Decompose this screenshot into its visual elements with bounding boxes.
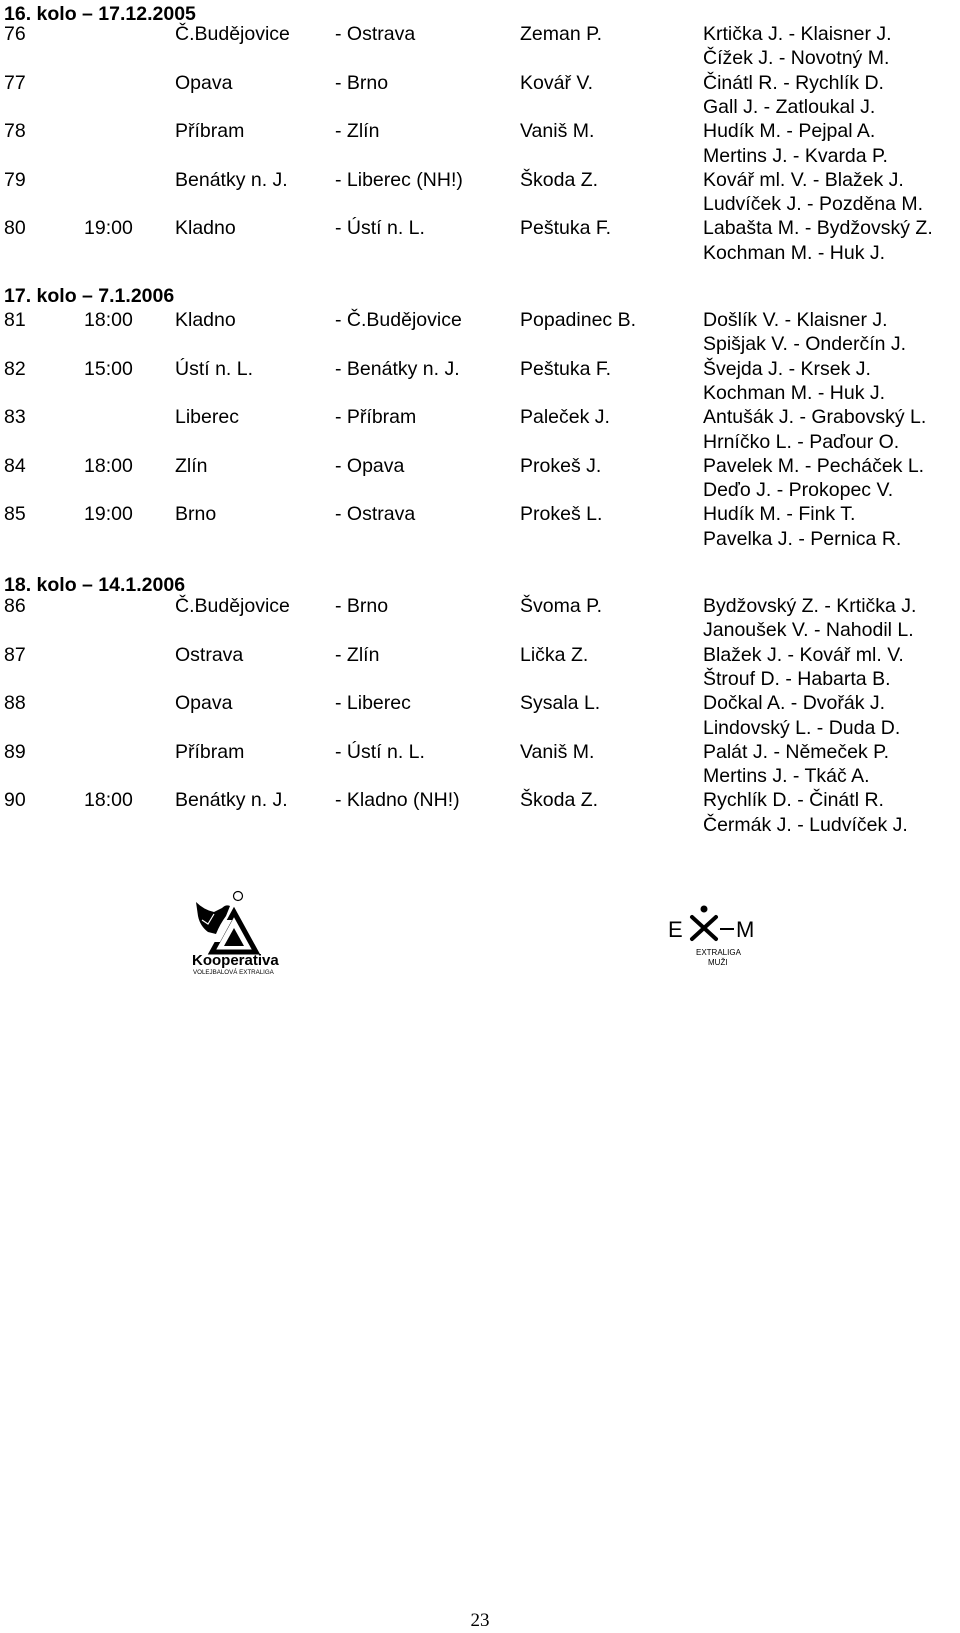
match-time: 18:00 <box>84 789 133 812</box>
referees: Lindovský L. - Duda D. <box>703 716 901 739</box>
match-number: 82 <box>4 357 26 380</box>
home-team: Opava <box>175 692 233 715</box>
schedule-row <box>0 144 960 168</box>
home-team: Benátky n. J. <box>175 168 288 191</box>
away-team: - Č.Budějovice <box>335 309 462 331</box>
delegate: Vaniš M. <box>520 740 595 763</box>
referees: Janoušek V. - Nahodil L. <box>703 619 914 642</box>
referees: Gall J. - Zatloukal J. <box>703 95 876 118</box>
match-number: 88 <box>4 692 26 715</box>
referees: Palát J. - Němeček P. <box>703 740 890 763</box>
away-team: - Zlín <box>335 120 380 143</box>
schedule-row <box>0 430 960 454</box>
match-time: 18:00 <box>84 454 133 477</box>
referees: Spišjak V. - Onderčín J. <box>703 333 907 356</box>
schedule-row <box>0 357 960 381</box>
kooperativa-wordmark: Kooperativa <box>192 952 279 969</box>
referees: Kochman M. - Huk J. <box>703 241 886 264</box>
match-time: 15:00 <box>84 357 133 380</box>
delegate: Prokeš J. <box>520 454 602 477</box>
away-team: - Benátky n. J. <box>335 357 460 380</box>
match-number: 86 <box>4 595 26 617</box>
delegate: Peštuka F. <box>520 217 612 240</box>
match-number: 83 <box>4 406 26 429</box>
referees: Dočkal A. - Dvořák J. <box>703 692 886 715</box>
referees: Hudík M. - Pejpal A. <box>703 120 876 143</box>
away-team: - Liberec <box>335 692 411 715</box>
match-number: 78 <box>4 120 26 143</box>
figure-x-icon <box>692 917 716 939</box>
schedule-row <box>0 716 960 740</box>
away-team: - Ústí n. L. <box>335 217 425 240</box>
exm-letter-e: E <box>668 917 683 942</box>
referees: Ludvíček J. - Pozděna M. <box>703 193 924 216</box>
delegate: Peštuka F. <box>520 357 612 380</box>
delegate: Škoda Z. <box>520 789 599 812</box>
referees: Švejda J. - Krsek J. <box>703 357 871 380</box>
referees: Hrníčko L. - Paďour O. <box>703 430 900 453</box>
match-number: 77 <box>4 71 26 94</box>
home-team: Benátky n. J. <box>175 789 288 812</box>
schedule-row <box>0 241 960 265</box>
delegate: Popadinec B. <box>520 309 637 331</box>
schedule-row <box>0 643 960 667</box>
match-number: 89 <box>4 740 26 763</box>
delegate: Lička Z. <box>520 643 589 666</box>
match-number: 76 <box>4 23 26 45</box>
home-team: Brno <box>175 503 217 526</box>
exm-logo <box>668 895 778 975</box>
schedule-row <box>0 381 960 405</box>
schedule-row <box>0 740 960 764</box>
home-team: Kladno <box>175 217 236 240</box>
referees: Štrouf D. - Habarta B. <box>703 667 891 690</box>
schedule-row <box>0 478 960 502</box>
exm-line1: EXTRALIGA <box>696 948 741 957</box>
home-team: Liberec <box>175 406 239 429</box>
home-team: Opava <box>175 71 233 94</box>
schedule-row <box>0 22 960 46</box>
schedule-row <box>0 168 960 192</box>
exm-letter-m: M <box>736 917 755 942</box>
schedule-row <box>0 594 960 618</box>
match-time: 19:00 <box>84 217 133 240</box>
schedule-row <box>0 618 960 642</box>
delegate: Vaniš M. <box>520 120 595 143</box>
schedule-row <box>0 308 960 332</box>
away-team: - Příbram <box>335 406 417 429</box>
match-number: 84 <box>4 454 26 477</box>
referees: Krtička J. - Klaisner J. <box>703 23 892 45</box>
match-number: 85 <box>4 503 26 526</box>
home-team: Ostrava <box>175 643 244 666</box>
match-time: 18:00 <box>84 309 133 331</box>
match-number: 81 <box>4 309 26 331</box>
schedule-row <box>0 527 960 551</box>
away-team: - Ústí n. L. <box>335 740 425 763</box>
home-team: Zlín <box>175 454 208 477</box>
schedule-row <box>0 454 960 478</box>
match-number: 90 <box>4 789 26 812</box>
away-team: - Ostrava <box>335 503 416 526</box>
referees: Deďo J. - Prokopec V. <box>703 479 894 502</box>
away-team: - Brno <box>335 595 389 617</box>
round-heading: 17. kolo – 7.1.2006 <box>4 285 175 307</box>
away-team: - Liberec (NH!) <box>335 168 463 191</box>
home-team: Č.Budějovice <box>175 595 290 617</box>
match-time: 19:00 <box>84 503 133 526</box>
delegate: Švoma P. <box>520 595 603 617</box>
match-number: 79 <box>4 168 26 191</box>
referees: Mertins J. - Kvarda P. <box>703 144 888 167</box>
referees: Rychlík D. - Činátl R. <box>703 789 884 812</box>
schedule-row <box>0 667 960 691</box>
schedule-row <box>0 788 960 812</box>
schedule-row <box>0 691 960 715</box>
referees: Antušák J. - Grabovský L. <box>703 406 927 429</box>
referees: Bydžovský Z. - Krtička J. <box>703 595 917 617</box>
referees: Pavelka J. - Pernica R. <box>703 527 902 550</box>
referees: Hudík M. - Fink T. <box>703 503 856 526</box>
referees: Došlík V. - Klaisner J. <box>703 309 888 331</box>
kooperativa-subtitle: VOLEJBALOVÁ EXTRALIGA <box>193 969 274 976</box>
schedule-row <box>0 764 960 788</box>
page-number: 23 <box>470 1610 490 1631</box>
home-team: Příbram <box>175 120 245 143</box>
away-team: - Brno <box>335 71 389 94</box>
schedule-row <box>0 192 960 216</box>
schedule-row <box>0 502 960 526</box>
delegate: Sysala L. <box>520 692 601 715</box>
referees: Čermák J. - Ludvíček J. <box>703 813 908 836</box>
referees: Kovář ml. V. - Blažek J. <box>703 168 904 191</box>
referees: Labašta M. - Bydžovský Z. <box>703 217 933 240</box>
round-heading: 18. kolo – 14.1.2006 <box>4 574 186 596</box>
away-team: - Opava <box>335 454 405 477</box>
schedule-row <box>0 119 960 143</box>
away-team: - Kladno (NH!) <box>335 789 460 812</box>
exm-line2: MUŽI <box>708 958 728 967</box>
home-team: Příbram <box>175 740 245 763</box>
schedule-row <box>0 95 960 119</box>
home-team: Ústí n. L. <box>175 357 254 380</box>
referees: Mertins J. - Tkáč A. <box>703 765 870 788</box>
round-heading: 16. kolo – 17.12.2005 <box>4 3 196 25</box>
kooperativa-logo <box>186 890 301 976</box>
delegate: Kovář V. <box>520 71 593 94</box>
home-team: Č.Budějovice <box>175 23 290 45</box>
home-team: Kladno <box>175 309 236 331</box>
delegate: Paleček J. <box>520 406 610 429</box>
schedule-row <box>0 46 960 70</box>
schedule-row <box>0 813 960 837</box>
referees: Pavelek M. - Pecháček L. <box>703 454 925 477</box>
match-number: 80 <box>4 217 26 240</box>
schedule-row <box>0 216 960 240</box>
delegate: Škoda Z. <box>520 168 599 191</box>
delegate: Prokeš L. <box>520 503 603 526</box>
match-number: 87 <box>4 643 26 666</box>
referees: Kochman M. - Huk J. <box>703 381 886 404</box>
schedule-row <box>0 332 960 356</box>
referees: Blažek J. - Kovář ml. V. <box>703 643 904 666</box>
delegate: Zeman P. <box>520 23 603 45</box>
away-team: - Ostrava <box>335 23 416 45</box>
volleyball-icon <box>234 892 243 901</box>
away-team: - Zlín <box>335 643 380 666</box>
referees: Čížek J. - Novotný M. <box>703 47 890 70</box>
schedule-row <box>0 71 960 95</box>
referees: Činátl R. - Rychlík D. <box>703 71 884 94</box>
figure-head-icon <box>701 906 708 913</box>
schedule-row <box>0 405 960 429</box>
